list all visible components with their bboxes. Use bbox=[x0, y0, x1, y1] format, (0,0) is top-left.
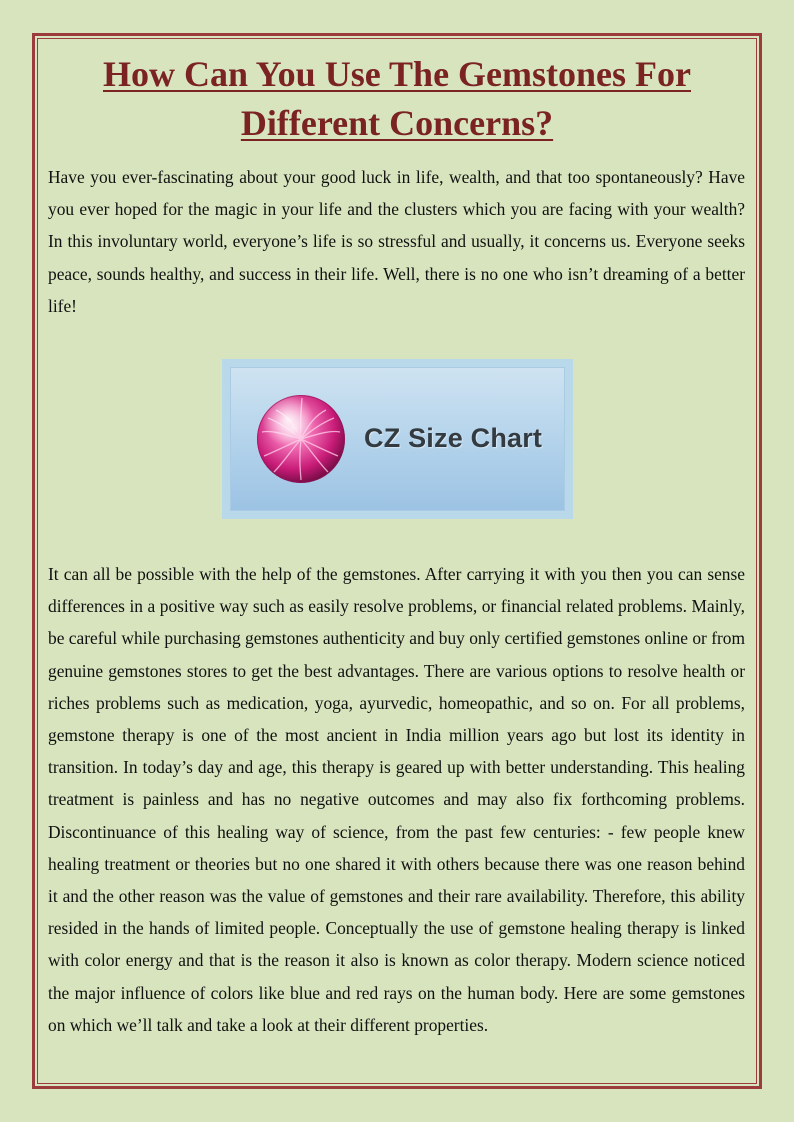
body-paragraph: It can all be possible with the help of the gemstones. After carrying it with you then you can sense differences in a positive way such as easily resolve problems, or financial related problems. Mainly, be careful while purchasing gemstones authenticity and buy only certified gemstones online or from genuine gemstones stores to get the best advantages. There are various options to resolve health or riches problems such as medication, yoga, ayurvedic, homeopathic, and so on. For all problems, gemstone therapy is one of the most ancient in India million years ago but lost its identity in transition. In today’s day and age, this therapy is geared up with better understanding. This healing treatment is painless and has no negative outcomes and may also fix forthcoming problems. Discontinuance of this healing way of science, from the past few centuries: - few people knew healing treatment or theories but no one shared it with others because there was one reason behind it and the other reason was the value of gemstones and their rare availability. Therefore, this ability resided in the hands of limited people. Conceptually the use of gemstone healing therapy is linked with color energy and that is the reason it also is known as color therapy. Modern science noticed the major influence of colors like blue and red rays on the human body. Here are some gemstones on which we’ll talk and take a look at their different properties. bbox=[48, 564, 745, 1035]
page-title: How Can You Use The Gemstones For Different Concerns? bbox=[102, 54, 691, 143]
banner-panel bbox=[230, 367, 565, 511]
banner-title: CZ Size Chart bbox=[364, 423, 543, 453]
pink-gemstone-icon bbox=[254, 392, 348, 486]
cz-size-chart-banner bbox=[222, 359, 573, 519]
intro-paragraph: Have you ever-fascinating about your good luck in life, wealth, and that too spontaneously? Have you ever hoped for the magic in your life and the clusters which you are facing with your wealth? In this involuntary world, everyone’s life is so stressful and usually, it concerns us. Everyone seeks peace, sounds healthy, and success in their life. Well, there is no one who isn’t dreaming of a better life! bbox=[48, 167, 745, 316]
